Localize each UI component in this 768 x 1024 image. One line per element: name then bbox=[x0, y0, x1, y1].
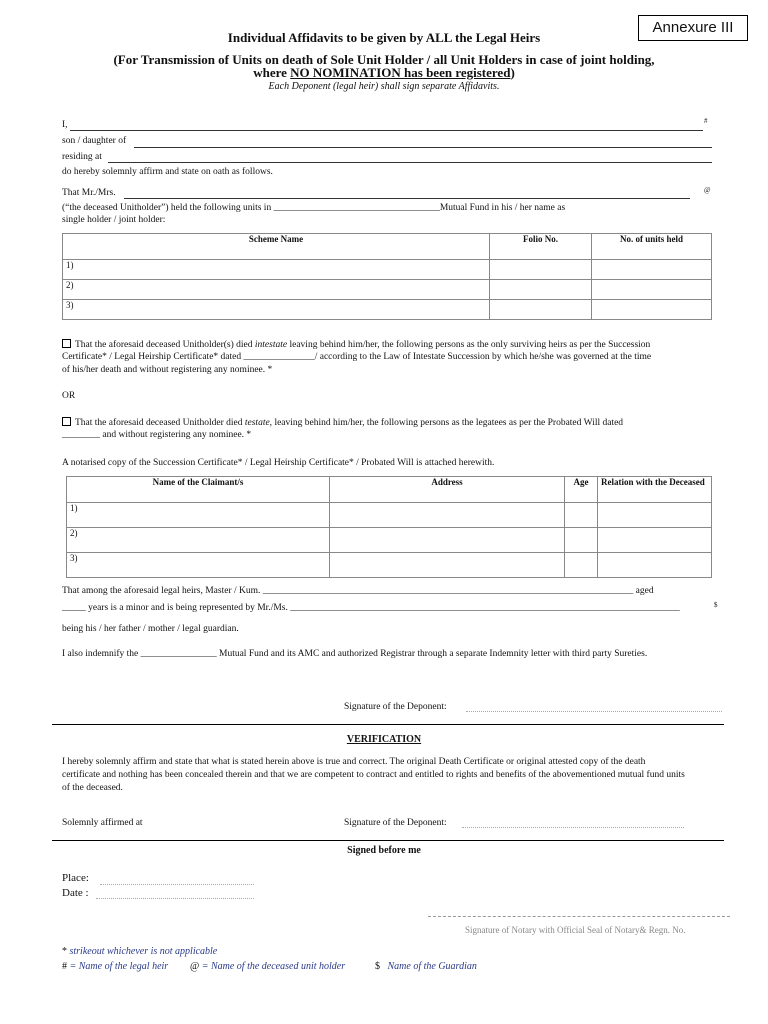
verification-title: VERIFICATION bbox=[346, 734, 422, 745]
or-separator: OR bbox=[62, 391, 76, 401]
document-title: Individual Affidavits to be given by ALL the Legal Heirs bbox=[227, 30, 541, 45]
subtitle-line-1: (For Transmission of Units on death of Sole Unit Holder / all Unit Holders in case of joint holding, bbox=[113, 52, 655, 67]
scheme-name-header: Scheme Name bbox=[63, 234, 490, 260]
single-joint-holder-label: single holder / joint holder: bbox=[62, 215, 166, 225]
signed-before-me: Signed before me bbox=[347, 845, 421, 856]
claimant-table bbox=[66, 476, 712, 578]
testate-checkbox[interactable] bbox=[62, 417, 71, 426]
residing-label: residing at bbox=[62, 152, 102, 162]
subtitle-line-2: where NO NOMINATION has been registered) bbox=[253, 65, 515, 80]
table-row[interactable]: 3) bbox=[63, 300, 712, 320]
folio-no-header: Folio No. bbox=[490, 234, 592, 260]
signature-deponent-line-2[interactable] bbox=[462, 827, 684, 828]
table-row[interactable]: 1) bbox=[67, 503, 712, 528]
note-deceased: @ = Name of the deceased unit holder bbox=[190, 961, 346, 972]
age-header: Age bbox=[565, 477, 598, 503]
intestate-checkbox[interactable] bbox=[62, 339, 71, 348]
no-nomination-text: NO NOMINATION has been registered bbox=[290, 65, 511, 80]
annexure-label: Annexure III bbox=[638, 15, 748, 41]
son-daughter-label: son / daughter of bbox=[62, 136, 127, 146]
notary-signature-line[interactable] bbox=[428, 916, 730, 917]
deponent-instruction: Each Deponent (legal heir) shall sign separate Affidavits. bbox=[268, 81, 500, 92]
table-row[interactable]: 3) bbox=[67, 553, 712, 578]
address-line[interactable] bbox=[108, 162, 712, 163]
hash-marker: # bbox=[704, 117, 708, 125]
table-row[interactable]: 2) bbox=[67, 528, 712, 553]
intestate-clause-line-1: That the aforesaid deceased Unitholder(s) died intestate leaving behind him/her, the following persons as the only surviving heirs as per the Succession bbox=[62, 339, 650, 350]
units-held-header: No. of units held bbox=[592, 234, 712, 260]
guardian-line: being his / her father / mother / legal guardian. bbox=[62, 624, 239, 634]
solemnly-affirmed-label: Solemnly affirmed at bbox=[62, 818, 143, 828]
that-mr-mrs-label: That Mr./Mrs. bbox=[62, 188, 116, 198]
signature-deponent-label-2: Signature of the Deponent: bbox=[344, 818, 447, 828]
signature-deponent-label: Signature of the Deponent: bbox=[344, 702, 447, 712]
claimant-name-header: Name of the Claimant/s bbox=[67, 477, 330, 503]
place-line[interactable] bbox=[100, 884, 254, 885]
testate-clause-line-2: ________ and without registering any nominee. * bbox=[62, 430, 252, 440]
note-guardian: $ Name of the Guardian bbox=[375, 961, 477, 972]
intestate-clause-line-2: Certificate* / Legal Heirship Certificate* dated _______________/ according to the Law of Intestate Succession by which he/she was governed at the time bbox=[62, 352, 652, 362]
minor-heir-line-2: _____ years is a minor and is being represented by Mr./Ms. __________________________________________________________________________________ bbox=[62, 603, 680, 613]
place-label: Place: bbox=[62, 872, 89, 884]
legal-heir-name-line[interactable] bbox=[70, 130, 703, 131]
testate-clause-line-1: That the aforesaid deceased Unitholder died testate, leaving behind him/her, the following persons as the legatees as per the Probated Will dated bbox=[62, 417, 623, 428]
indemnify-statement: I also indemnify the ________________ Mutual Fund and its AMC and authorized Registrar through a separate Indemnity letter with third party Sureties. bbox=[62, 649, 648, 659]
scheme-table bbox=[62, 233, 712, 320]
verification-line-3: of the deceased. bbox=[62, 783, 123, 793]
notary-signature-label: Signature of Notary with Official Seal of Notary& Regn. No. bbox=[465, 925, 686, 935]
dollar-marker: $ bbox=[714, 601, 718, 609]
parent-name-line[interactable] bbox=[134, 147, 712, 148]
notarised-copy-statement: A notarised copy of the Succession Certificate* / Legal Heirship Certificate* / Probated Will is attached herewith. bbox=[62, 458, 495, 468]
deceased-units-line: (“the deceased Unitholder”) held the following units in ___________________________________Mutual Fund in his / her name as bbox=[62, 203, 566, 213]
divider bbox=[52, 724, 724, 725]
note-strikeout: * strikeout whichever is not applicable bbox=[62, 946, 218, 957]
date-label: Date : bbox=[62, 887, 89, 899]
document-subtitle bbox=[0, 53, 768, 79]
deceased-name-line[interactable] bbox=[124, 198, 690, 199]
verification-line-1: I hereby solemnly affirm and state that what is stated herein above is true and correct. The original Death Certificate or original attested copy of the death bbox=[62, 757, 646, 767]
minor-heir-line-1: That among the aforesaid legal heirs, Master / Kum. ______________________________________________________________________________ aged bbox=[62, 586, 654, 596]
note-legal-heir: # = Name of the legal heir bbox=[62, 961, 169, 972]
verification-line-2: certificate and nothing has been concealed therein and that we are competent to contract and entitled to rights and benefits of the abovementioned mutual fund units bbox=[62, 770, 685, 780]
intestate-clause-line-3: of his/her death and without registering any nominee. * bbox=[62, 365, 273, 375]
relation-header: Relation with the Deceased bbox=[598, 477, 712, 503]
signature-deponent-line[interactable] bbox=[466, 711, 722, 712]
date-line[interactable] bbox=[96, 898, 254, 899]
affirm-statement: do hereby solemnly affirm and state on oath as follows. bbox=[62, 167, 273, 177]
divider bbox=[52, 840, 724, 841]
table-row[interactable]: 1) bbox=[63, 260, 712, 280]
i-label: I, bbox=[62, 120, 68, 130]
at-marker: @ bbox=[704, 186, 711, 194]
table-row[interactable]: 2) bbox=[63, 280, 712, 300]
address-header: Address bbox=[330, 477, 565, 503]
